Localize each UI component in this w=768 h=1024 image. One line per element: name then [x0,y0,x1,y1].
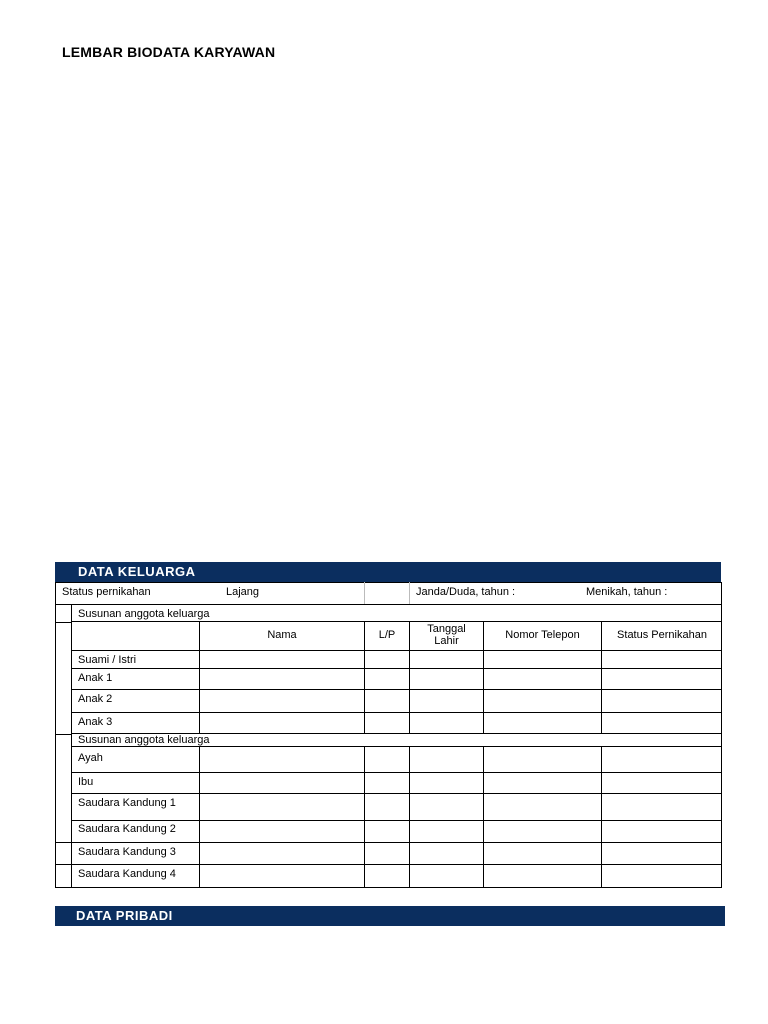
row-label-ibu: Ibu [78,776,94,788]
group-label-susunan-2: Susunan anggota keluarga [78,734,210,746]
row-label-ayah: Ayah [78,752,103,764]
row-label-anak-2: Anak 2 [78,693,113,705]
row-label-saudara-1: Saudara Kandung 1 [78,797,176,809]
row-label-anak-3: Anak 3 [78,716,113,728]
row-label-saudara-4: Saudara Kandung 4 [78,868,176,880]
row-label-suami-istri: Suami / Istri [78,654,137,666]
status-option-lajang[interactable]: Lajang [226,586,260,598]
column-header-status: Status Pernikahan [617,629,707,641]
row-label-anak-1: Anak 1 [78,672,113,684]
status-option-menikah[interactable]: Menikah, tahun : [586,586,668,598]
column-header-lp: L/P [378,629,396,641]
row-label-saudara-2: Saudara Kandung 2 [78,823,176,835]
column-header-tanggal-line1: Tanggal [427,623,466,635]
group-label-susunan-1: Susunan anggota keluarga [78,608,210,620]
section-header-data-keluarga: DATA KELUARGA [55,562,721,582]
status-pernikahan-label: Status pernikahan [62,586,151,598]
status-option-janda-duda[interactable]: Janda/Duda, tahun : [416,586,516,598]
column-header-tanggal-line2: Lahir [434,635,459,647]
column-header-telepon: Nomor Telepon [505,629,580,641]
document-title: LEMBAR BIODATA KARYAWAN [62,44,276,60]
row-label-saudara-3: Saudara Kandung 3 [78,846,176,858]
section-header-data-pribadi: DATA PRIBADI [55,906,725,926]
column-header-nama: Nama [267,629,297,641]
